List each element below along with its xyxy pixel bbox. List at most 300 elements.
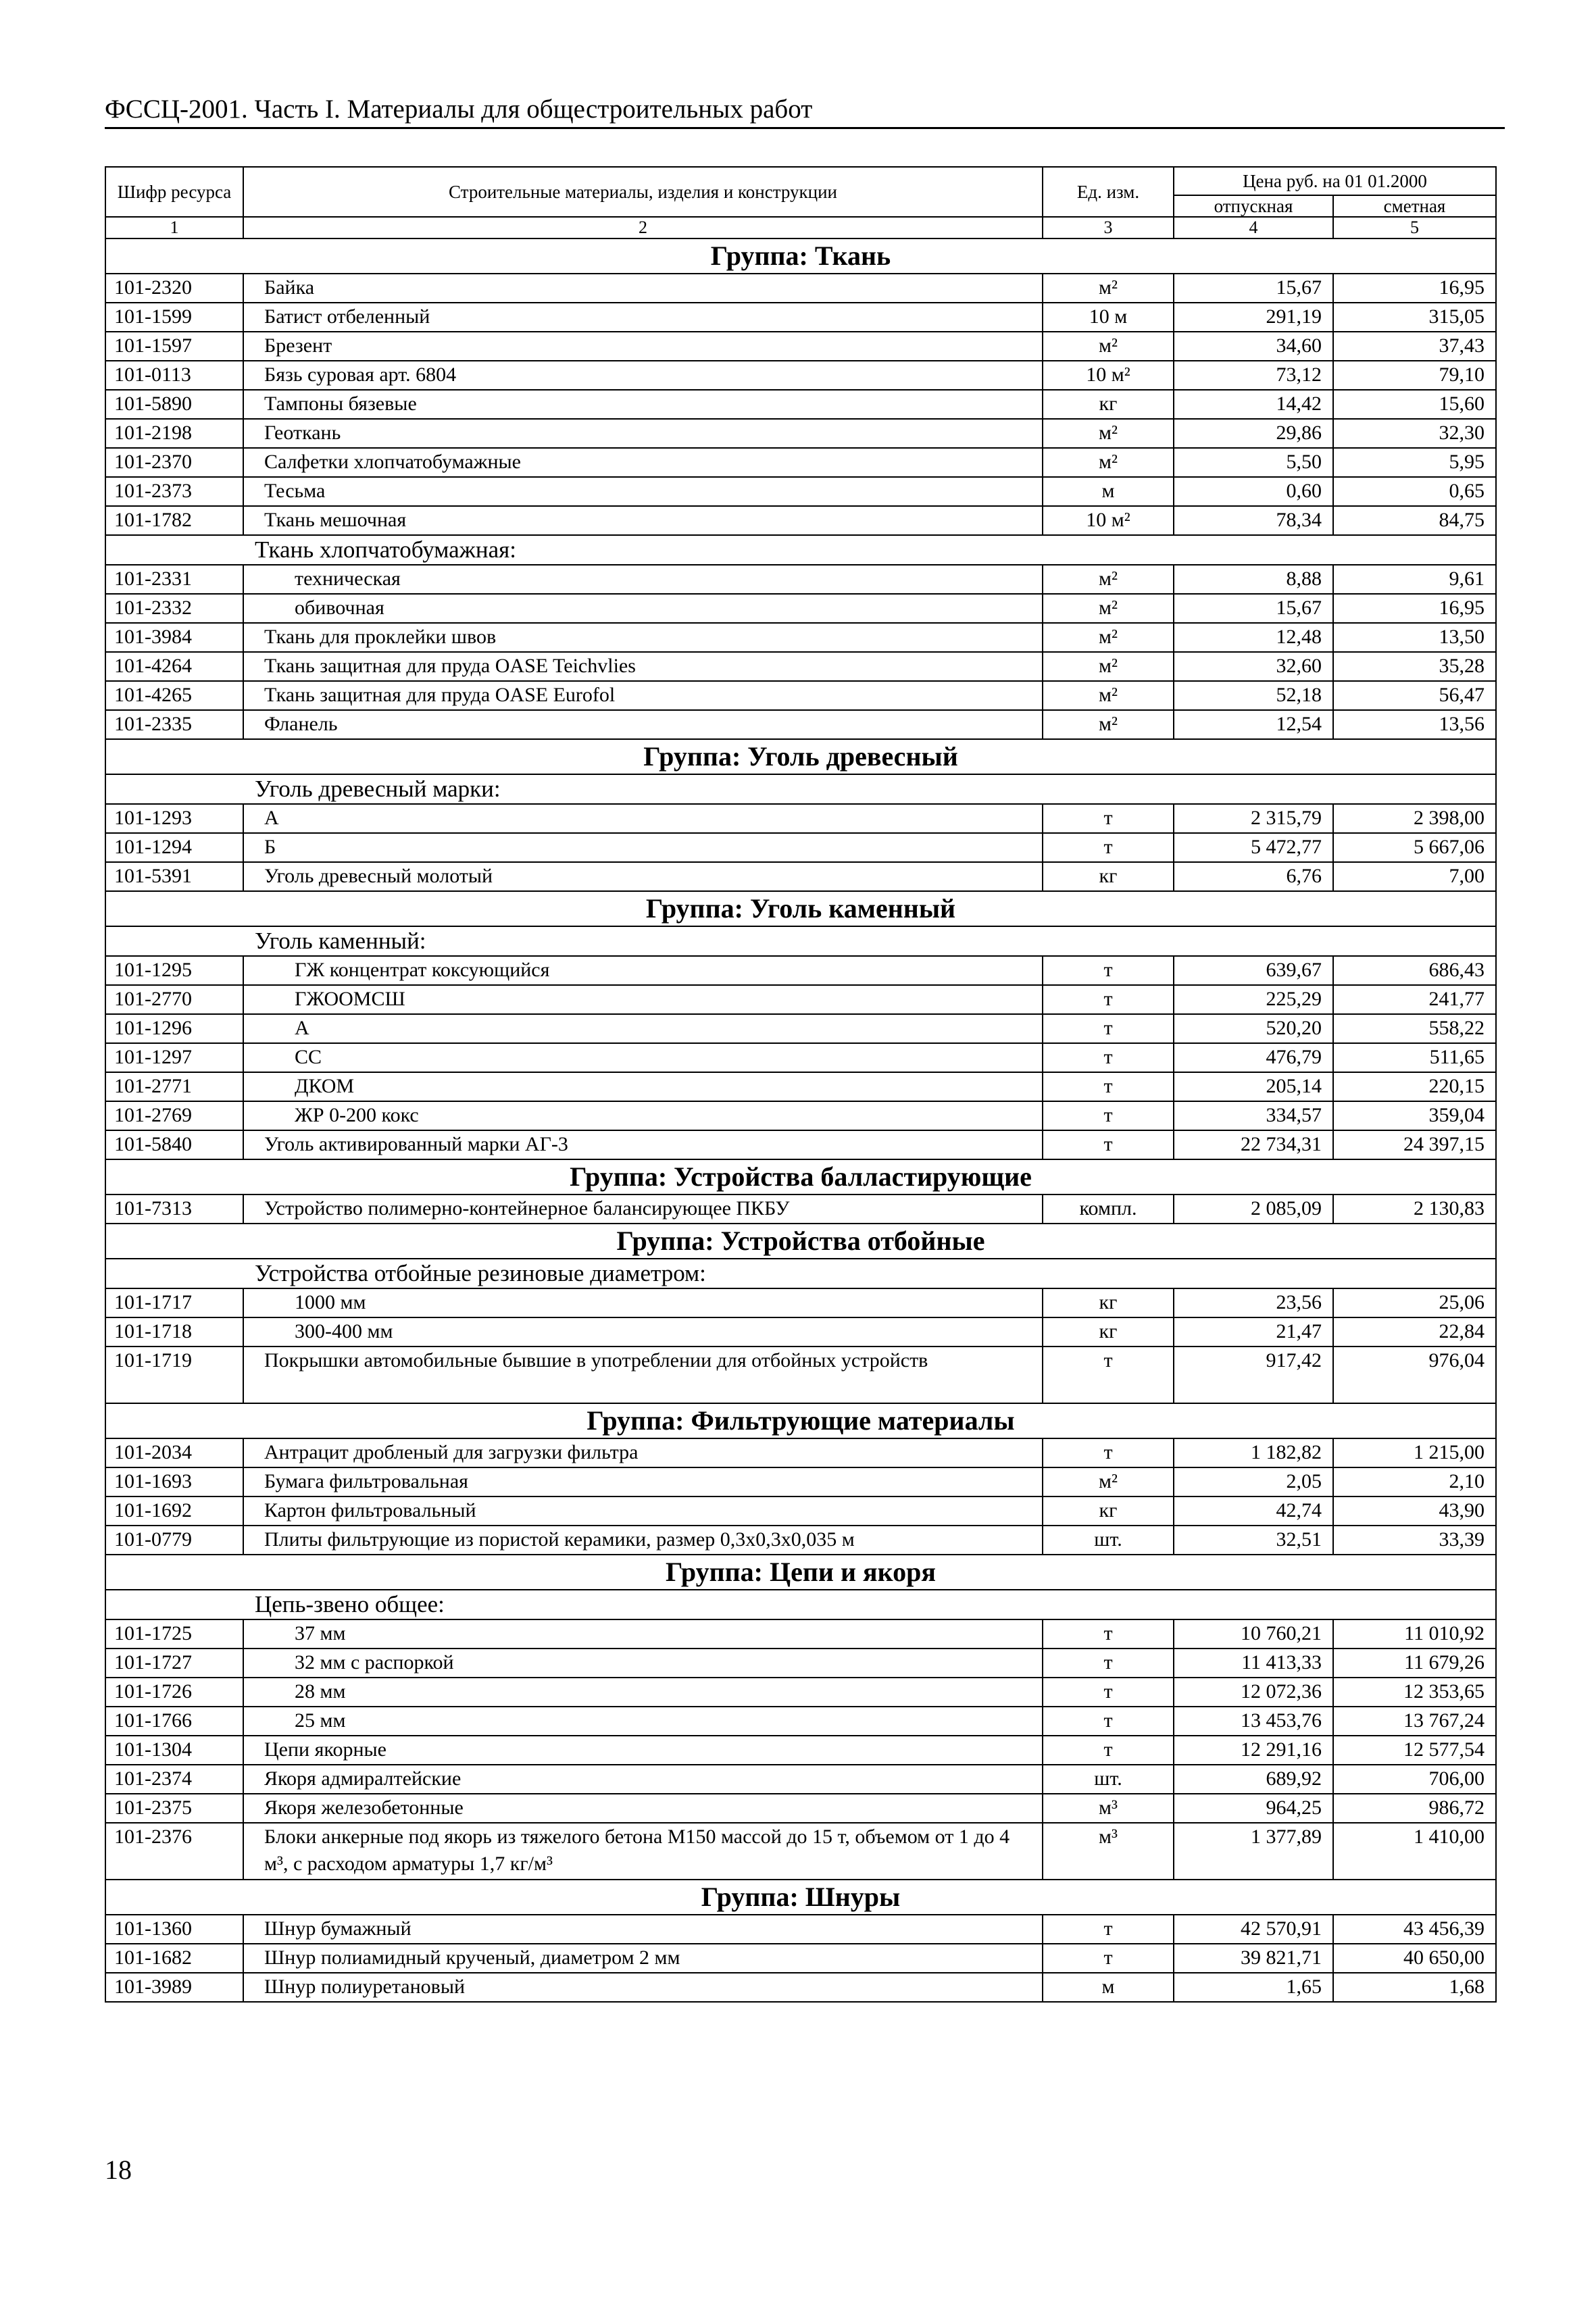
release-price-cell: 10 760,21 [1174, 1619, 1333, 1649]
release-price-cell: 21,47 [1174, 1317, 1333, 1347]
estimate-price-cell: 359,04 [1333, 1101, 1496, 1130]
unit-cell: 10 м² [1043, 506, 1174, 535]
resource-code-cell: 101-1766 [105, 1707, 243, 1736]
table-row [105, 1194, 1496, 1224]
resource-code-cell: 101-2769 [105, 1101, 243, 1130]
group-header-row [105, 1159, 1496, 1194]
material-name-cell: Ткань защитная для пруда OASE Eurofol [243, 681, 1043, 710]
subgroup-title: Цепь-звено общее: [105, 1590, 1496, 1619]
table-row [105, 956, 1496, 985]
release-price-cell: 78,34 [1174, 506, 1333, 535]
unit-cell: м [1043, 477, 1174, 506]
estimate-price-cell: 1,68 [1333, 1973, 1496, 2002]
resource-code-cell: 101-2320 [105, 274, 243, 303]
material-name-cell: Устройство полимерно-контейнерное балансирующее ПКБУ [243, 1194, 1043, 1224]
unit-cell: м² [1043, 623, 1174, 652]
resource-code-cell: 101-1719 [105, 1347, 243, 1403]
estimate-price-cell: 2 130,83 [1333, 1194, 1496, 1224]
unit-cell: т [1043, 833, 1174, 862]
table-row [105, 1072, 1496, 1101]
release-price-cell: 2 315,79 [1174, 804, 1333, 833]
table-row [105, 804, 1496, 833]
material-name-cell: Покрышки автомобильные бывшие в употреблении для отбойных устройств [243, 1347, 1043, 1403]
release-price-cell: 29,86 [1174, 419, 1333, 448]
subgroup-title: Уголь каменный: [105, 926, 1496, 956]
release-price-cell: 0,60 [1174, 477, 1333, 506]
estimate-price-cell: 12 577,54 [1333, 1736, 1496, 1765]
unit-cell: м [1043, 1973, 1174, 2002]
unit-cell: м² [1043, 594, 1174, 623]
table-row [105, 710, 1496, 739]
estimate-price-cell: 84,75 [1333, 506, 1496, 535]
subgroup-header-row [105, 535, 1496, 565]
release-price-cell: 42 570,91 [1174, 1915, 1333, 1944]
estimate-price-cell: 511,65 [1333, 1043, 1496, 1072]
material-name-cell: Блоки анкерные под якорь из тяжелого бетона М150 массой до 15 т, объемом от 1 до 4 м³, с расходом арматуры 1,7 кг/м³ [243, 1823, 1043, 1880]
unit-cell: т [1043, 1347, 1174, 1403]
estimate-price-cell: 16,95 [1333, 594, 1496, 623]
estimate-price-cell: 37,43 [1333, 332, 1496, 361]
material-name-cell: Цепи якорные [243, 1736, 1043, 1765]
release-price-cell: 520,20 [1174, 1014, 1333, 1043]
release-price-cell: 12 072,36 [1174, 1678, 1333, 1707]
table-row [105, 1288, 1496, 1317]
group-header-row [105, 1880, 1496, 1915]
table-row [105, 448, 1496, 477]
unit-cell: т [1043, 804, 1174, 833]
table-row [105, 1794, 1496, 1823]
material-name-cell: А [243, 1014, 1043, 1043]
subgroup-header-row [105, 1590, 1496, 1619]
material-name-cell: А [243, 804, 1043, 833]
unit-cell: м² [1043, 565, 1174, 594]
unit-cell: 10 м² [1043, 361, 1174, 390]
estimate-price-cell: 976,04 [1333, 1347, 1496, 1403]
table-row [105, 1649, 1496, 1678]
unit-cell: т [1043, 1649, 1174, 1678]
release-price-cell: 14,42 [1174, 390, 1333, 419]
table-row [105, 1678, 1496, 1707]
unit-cell: кг [1043, 390, 1174, 419]
table-row [105, 1347, 1496, 1403]
table-row [105, 833, 1496, 862]
unit-cell: м² [1043, 419, 1174, 448]
table-row [105, 652, 1496, 681]
resource-code-cell: 101-1718 [105, 1317, 243, 1347]
table-row [105, 985, 1496, 1014]
estimate-price-cell: 9,61 [1333, 565, 1496, 594]
material-name-cell: Ткань мешочная [243, 506, 1043, 535]
table-row [105, 1438, 1496, 1467]
subgroup-header-row [105, 926, 1496, 956]
unit-cell: м² [1043, 652, 1174, 681]
material-name-cell: 37 мм [243, 1619, 1043, 1649]
resource-code-cell: 101-5391 [105, 862, 243, 891]
table-body [105, 238, 1496, 2002]
estimate-price-cell: 7,00 [1333, 862, 1496, 891]
resource-code-cell: 101-1717 [105, 1288, 243, 1317]
table-row [105, 332, 1496, 361]
resource-code-cell: 101-2034 [105, 1438, 243, 1467]
release-price-cell: 1,65 [1174, 1973, 1333, 2002]
table-row [105, 1765, 1496, 1794]
unit-cell: т [1043, 1619, 1174, 1649]
release-price-cell: 52,18 [1174, 681, 1333, 710]
estimate-price-cell: 1 410,00 [1333, 1823, 1496, 1880]
material-name-cell: Шнур бумажный [243, 1915, 1043, 1944]
material-name-cell: Байка [243, 274, 1043, 303]
release-price-cell: 42,74 [1174, 1496, 1333, 1526]
resource-code-cell: 101-5840 [105, 1130, 243, 1159]
estimate-price-cell: 220,15 [1333, 1072, 1496, 1101]
unit-cell: кг [1043, 1496, 1174, 1526]
group-title: Группа: Фильтрующие материалы [105, 1403, 1496, 1438]
column-number: 2 [243, 217, 1043, 238]
estimate-price-cell: 43,90 [1333, 1496, 1496, 1526]
table-row [105, 1130, 1496, 1159]
material-name-cell: Тампоны бязевые [243, 390, 1043, 419]
table-row [105, 623, 1496, 652]
subgroup-title: Уголь древесный марки: [105, 774, 1496, 804]
unit-cell: т [1043, 1072, 1174, 1101]
table-row [105, 1043, 1496, 1072]
table-row [105, 361, 1496, 390]
subgroup-header-row [105, 1259, 1496, 1288]
unit-cell: м² [1043, 1467, 1174, 1496]
unit-cell: кг [1043, 1317, 1174, 1347]
header-price: Цена руб. на 01 01.2000 [1174, 167, 1496, 195]
table-row [105, 594, 1496, 623]
unit-cell: т [1043, 1438, 1174, 1467]
resource-code-cell: 101-1296 [105, 1014, 243, 1043]
table-row [105, 1101, 1496, 1130]
unit-cell: т [1043, 1707, 1174, 1736]
column-number-row [105, 217, 1496, 238]
estimate-price-cell: 12 353,65 [1333, 1678, 1496, 1707]
resource-code-cell: 101-2374 [105, 1765, 243, 1794]
column-number: 3 [1043, 217, 1174, 238]
material-name-cell: 25 мм [243, 1707, 1043, 1736]
release-price-cell: 5 472,77 [1174, 833, 1333, 862]
table-row [105, 1526, 1496, 1555]
estimate-price-cell: 32,30 [1333, 419, 1496, 448]
header-estimate: сметная [1333, 195, 1496, 217]
material-name-cell: 32 мм с распоркой [243, 1649, 1043, 1678]
material-name-cell: Брезент [243, 332, 1043, 361]
release-price-cell: 205,14 [1174, 1072, 1333, 1101]
release-price-cell: 964,25 [1174, 1794, 1333, 1823]
material-name-cell: Бязь суровая арт. 6804 [243, 361, 1043, 390]
unit-cell: т [1043, 1944, 1174, 1973]
group-title: Группа: Устройства балластирующие [105, 1159, 1496, 1194]
resource-code-cell: 101-0113 [105, 361, 243, 390]
group-title: Группа: Ткань [105, 238, 1496, 274]
unit-cell: т [1043, 956, 1174, 985]
resource-code-cell: 101-1599 [105, 303, 243, 332]
resource-code-cell: 101-1726 [105, 1678, 243, 1707]
material-name-cell: ДКОМ [243, 1072, 1043, 1101]
group-header-row [105, 1224, 1496, 1259]
material-name-cell: 28 мм [243, 1678, 1043, 1707]
release-price-cell: 1 377,89 [1174, 1823, 1333, 1880]
release-price-cell: 1 182,82 [1174, 1438, 1333, 1467]
resource-code-cell: 101-7313 [105, 1194, 243, 1224]
material-name-cell: Шнур полиамидный крученый, диаметром 2 мм [243, 1944, 1043, 1973]
unit-cell: т [1043, 985, 1174, 1014]
resource-code-cell: 101-1293 [105, 804, 243, 833]
estimate-price-cell: 13,50 [1333, 623, 1496, 652]
release-price-cell: 12,54 [1174, 710, 1333, 739]
header-code: Шифр ресурса [105, 167, 243, 217]
column-number: 1 [105, 217, 243, 238]
estimate-price-cell: 2 398,00 [1333, 804, 1496, 833]
material-name-cell: ЖР 0-200 кокс [243, 1101, 1043, 1130]
table-row [105, 1467, 1496, 1496]
material-name-cell: Батист отбеленный [243, 303, 1043, 332]
table-row [105, 303, 1496, 332]
material-name-cell: СС [243, 1043, 1043, 1072]
estimate-price-cell: 0,65 [1333, 477, 1496, 506]
unit-cell: компл. [1043, 1194, 1174, 1224]
table-row [105, 681, 1496, 710]
estimate-price-cell: 315,05 [1333, 303, 1496, 332]
table-row [105, 565, 1496, 594]
estimate-price-cell: 35,28 [1333, 652, 1496, 681]
estimate-price-cell: 5,95 [1333, 448, 1496, 477]
resource-code-cell: 101-1360 [105, 1915, 243, 1944]
estimate-price-cell: 24 397,15 [1333, 1130, 1496, 1159]
group-title: Группа: Устройства отбойные [105, 1224, 1496, 1259]
estimate-price-cell: 16,95 [1333, 274, 1496, 303]
material-name-cell: Тесьма [243, 477, 1043, 506]
group-title: Группа: Шнуры [105, 1880, 1496, 1915]
table-row [105, 1823, 1496, 1880]
resource-code-cell: 101-2331 [105, 565, 243, 594]
resource-code-cell: 101-1727 [105, 1649, 243, 1678]
resource-code-cell: 101-2332 [105, 594, 243, 623]
release-price-cell: 225,29 [1174, 985, 1333, 1014]
resource-code-cell: 101-1693 [105, 1467, 243, 1496]
estimate-price-cell: 33,39 [1333, 1526, 1496, 1555]
release-price-cell: 8,88 [1174, 565, 1333, 594]
resource-code-cell: 101-1725 [105, 1619, 243, 1649]
estimate-price-cell: 1 215,00 [1333, 1438, 1496, 1467]
group-title: Группа: Уголь древесный [105, 739, 1496, 774]
release-price-cell: 689,92 [1174, 1765, 1333, 1794]
estimate-price-cell: 241,77 [1333, 985, 1496, 1014]
material-name-cell: ГЖООМСШ [243, 985, 1043, 1014]
unit-cell: кг [1043, 862, 1174, 891]
estimate-price-cell: 11 010,92 [1333, 1619, 1496, 1649]
resource-code-cell: 101-1294 [105, 833, 243, 862]
resource-code-cell: 101-1782 [105, 506, 243, 535]
header-release: отпускная [1174, 195, 1333, 217]
resource-code-cell: 101-1295 [105, 956, 243, 985]
resource-code-cell: 101-3989 [105, 1973, 243, 2002]
material-name-cell: Якоря железобетонные [243, 1794, 1043, 1823]
unit-cell: м² [1043, 710, 1174, 739]
header-name: Строительные материалы, изделия и конструкции [243, 167, 1043, 217]
resource-code-cell: 101-2335 [105, 710, 243, 739]
price-table [105, 166, 1497, 2003]
material-name-cell: ГЖ концентрат коксующийся [243, 956, 1043, 985]
unit-cell: м² [1043, 681, 1174, 710]
unit-cell: т [1043, 1043, 1174, 1072]
group-header-row [105, 1403, 1496, 1438]
material-name-cell: обивочная [243, 594, 1043, 623]
estimate-price-cell: 40 650,00 [1333, 1944, 1496, 1973]
material-name-cell: Бумага фильтровальная [243, 1467, 1043, 1496]
table-row [105, 1944, 1496, 1973]
resource-code-cell: 101-1297 [105, 1043, 243, 1072]
estimate-price-cell: 43 456,39 [1333, 1915, 1496, 1944]
table-row [105, 1736, 1496, 1765]
unit-cell: кг [1043, 1288, 1174, 1317]
estimate-price-cell: 706,00 [1333, 1765, 1496, 1794]
material-name-cell: Геоткань [243, 419, 1043, 448]
group-header-row [105, 891, 1496, 926]
estimate-price-cell: 558,22 [1333, 1014, 1496, 1043]
release-price-cell: 34,60 [1174, 332, 1333, 361]
estimate-price-cell: 13,56 [1333, 710, 1496, 739]
resource-code-cell: 101-2370 [105, 448, 243, 477]
material-name-cell: Антрацит дробленый для загрузки фильтра [243, 1438, 1043, 1467]
release-price-cell: 39 821,71 [1174, 1944, 1333, 1973]
material-name-cell: Шнур полиуретановый [243, 1973, 1043, 2002]
release-price-cell: 639,67 [1174, 956, 1333, 985]
material-name-cell: 1000 мм [243, 1288, 1043, 1317]
resource-code-cell: 101-2198 [105, 419, 243, 448]
table-row [105, 1496, 1496, 1526]
unit-cell: т [1043, 1101, 1174, 1130]
table-row [105, 506, 1496, 535]
release-price-cell: 6,76 [1174, 862, 1333, 891]
unit-cell: т [1043, 1678, 1174, 1707]
release-price-cell: 15,67 [1174, 274, 1333, 303]
unit-cell: т [1043, 1915, 1174, 1944]
resource-code-cell: 101-0779 [105, 1526, 243, 1555]
table-row [105, 1915, 1496, 1944]
resource-code-cell: 101-1597 [105, 332, 243, 361]
material-name-cell: Уголь активированный марки АГ-3 [243, 1130, 1043, 1159]
estimate-price-cell: 56,47 [1333, 681, 1496, 710]
release-price-cell: 32,60 [1174, 652, 1333, 681]
material-name-cell: Фланель [243, 710, 1043, 739]
release-price-cell: 2,05 [1174, 1467, 1333, 1496]
estimate-price-cell: 2,10 [1333, 1467, 1496, 1496]
unit-cell: т [1043, 1014, 1174, 1043]
page-header: ФССЦ-2001. Часть I. Материалы для общестроительных работ [105, 95, 1505, 129]
header-unit: Ед. изм. [1043, 167, 1174, 217]
unit-cell: т [1043, 1736, 1174, 1765]
group-title: Группа: Цепи и якоря [105, 1555, 1496, 1590]
unit-cell: шт. [1043, 1765, 1174, 1794]
table-row [105, 1317, 1496, 1347]
release-price-cell: 32,51 [1174, 1526, 1333, 1555]
release-price-cell: 476,79 [1174, 1043, 1333, 1072]
resource-code-cell: 101-2771 [105, 1072, 243, 1101]
release-price-cell: 15,67 [1174, 594, 1333, 623]
estimate-price-cell: 5 667,06 [1333, 833, 1496, 862]
release-price-cell: 917,42 [1174, 1347, 1333, 1403]
group-header-row [105, 238, 1496, 274]
unit-cell: м³ [1043, 1823, 1174, 1880]
group-title: Группа: Уголь каменный [105, 891, 1496, 926]
release-price-cell: 22 734,31 [1174, 1130, 1333, 1159]
group-header-row [105, 739, 1496, 774]
table-row [105, 1707, 1496, 1736]
estimate-price-cell: 25,06 [1333, 1288, 1496, 1317]
group-header-row [105, 1555, 1496, 1590]
material-name-cell: Ткань защитная для пруда OASE Teichvlies [243, 652, 1043, 681]
material-name-cell: Уголь древесный молотый [243, 862, 1043, 891]
release-price-cell: 11 413,33 [1174, 1649, 1333, 1678]
resource-code-cell: 101-4264 [105, 652, 243, 681]
resource-code-cell: 101-4265 [105, 681, 243, 710]
table-row [105, 862, 1496, 891]
release-price-cell: 291,19 [1174, 303, 1333, 332]
table-row [105, 274, 1496, 303]
estimate-price-cell: 686,43 [1333, 956, 1496, 985]
material-name-cell: техническая [243, 565, 1043, 594]
subgroup-title: Ткань хлопчатобумажная: [105, 535, 1496, 565]
material-name-cell: Салфетки хлопчатобумажные [243, 448, 1043, 477]
release-price-cell: 12,48 [1174, 623, 1333, 652]
release-price-cell: 13 453,76 [1174, 1707, 1333, 1736]
resource-code-cell: 101-2376 [105, 1823, 243, 1880]
resource-code-cell: 101-2373 [105, 477, 243, 506]
unit-cell: шт. [1043, 1526, 1174, 1555]
release-price-cell: 73,12 [1174, 361, 1333, 390]
unit-cell: т [1043, 1130, 1174, 1159]
resource-code-cell: 101-1682 [105, 1944, 243, 1973]
estimate-price-cell: 11 679,26 [1333, 1649, 1496, 1678]
unit-cell: м² [1043, 274, 1174, 303]
unit-cell: м² [1043, 448, 1174, 477]
resource-code-cell: 101-2375 [105, 1794, 243, 1823]
release-price-cell: 2 085,09 [1174, 1194, 1333, 1224]
table-row [105, 419, 1496, 448]
unit-cell: м² [1043, 332, 1174, 361]
page-number: 18 [105, 2155, 132, 2185]
resource-code-cell: 101-3984 [105, 623, 243, 652]
release-price-cell: 12 291,16 [1174, 1736, 1333, 1765]
resource-code-cell: 101-1304 [105, 1736, 243, 1765]
material-name-cell: Плиты фильтрующие из пористой керамики, размер 0,3х0,3х0,035 м [243, 1526, 1043, 1555]
material-name-cell: Якоря адмиралтейские [243, 1765, 1043, 1794]
estimate-price-cell: 15,60 [1333, 390, 1496, 419]
column-number: 5 [1333, 217, 1496, 238]
release-price-cell: 23,56 [1174, 1288, 1333, 1317]
estimate-price-cell: 22,84 [1333, 1317, 1496, 1347]
column-number: 4 [1174, 217, 1333, 238]
unit-cell: 10 м [1043, 303, 1174, 332]
material-name-cell: Ткань для проклейки швов [243, 623, 1043, 652]
material-name-cell: Б [243, 833, 1043, 862]
table-row [105, 1973, 1496, 2002]
release-price-cell: 5,50 [1174, 448, 1333, 477]
table-row [105, 1014, 1496, 1043]
unit-cell: м³ [1043, 1794, 1174, 1823]
release-price-cell: 334,57 [1174, 1101, 1333, 1130]
resource-code-cell: 101-1692 [105, 1496, 243, 1526]
table-header-row [105, 167, 1496, 195]
resource-code-cell: 101-2770 [105, 985, 243, 1014]
material-name-cell: 300-400 мм [243, 1317, 1043, 1347]
estimate-price-cell: 13 767,24 [1333, 1707, 1496, 1736]
resource-code-cell: 101-5890 [105, 390, 243, 419]
estimate-price-cell: 986,72 [1333, 1794, 1496, 1823]
